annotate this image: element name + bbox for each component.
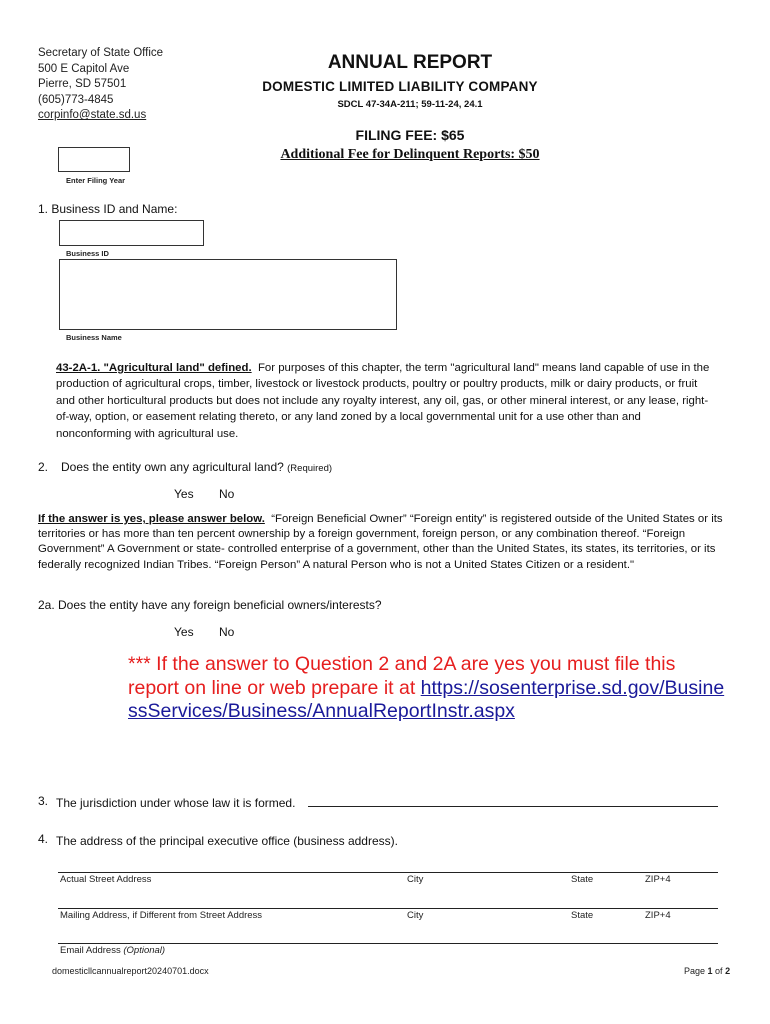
q4-number: 4. bbox=[38, 832, 49, 846]
q2-yes-option[interactable]: Yes bbox=[174, 487, 194, 501]
office-name: Secretary of State Office bbox=[38, 47, 164, 59]
online-filing-notice bbox=[128, 653, 728, 724]
q4-question: The address of the principal executive office (business address). bbox=[56, 834, 398, 848]
q2a-yes-option[interactable]: Yes bbox=[174, 625, 194, 639]
foreign-heading: If the answer is yes, please answer below. bbox=[38, 513, 265, 525]
q2-no-option[interactable]: No bbox=[219, 487, 235, 501]
city-label: City bbox=[407, 874, 424, 885]
delinquent-fee: Additional Fee for Delinquent Reports: $50 bbox=[280, 147, 540, 162]
street-address-input[interactable] bbox=[58, 872, 718, 873]
filing-year-input[interactable] bbox=[58, 147, 130, 172]
ag-land-heading: 43-2A-1. "Agricultural land" defined. bbox=[56, 362, 252, 374]
foreign-body: “Foreign Beneficial Owner” “Foreign entity” is registered outside of the United States or its territories or has more than ten percent ownership by a foreign government, foreign person, or any combination thereof. “Foreign Government” A Government or state- controlled enterprise of a government, other than the United States, its states, its territories, or its federally recognized Indian Tribes. “Foreign Person” A natural Person who is not a United States Citizen or a resident." bbox=[38, 513, 723, 571]
page-current: 1 bbox=[707, 966, 713, 976]
mailing-zip-label: ZIP+4 bbox=[645, 910, 671, 921]
zip-label: ZIP+4 bbox=[645, 874, 671, 885]
q2a-question: 2a. Does the entity have any foreign beneficial owners/interests? bbox=[38, 598, 382, 612]
ag-land-definition bbox=[56, 360, 716, 442]
notice-text: *** If the answer to Question 2 and 2A are yes you must file this report on line or web prepare it at bbox=[128, 653, 676, 699]
mailing-city-label: City bbox=[407, 910, 424, 921]
statute-reference: SDCL 47-34A-211; 59-11-24, 24.1 bbox=[337, 99, 483, 110]
mailing-state-label: State bbox=[571, 910, 594, 921]
email-address-label bbox=[60, 945, 165, 956]
filing-fee: FILING FEE: $65 bbox=[355, 127, 465, 143]
office-email-link[interactable]: corpinfo@state.sd.us bbox=[38, 109, 147, 122]
email-address-input[interactable] bbox=[58, 943, 718, 944]
office-address bbox=[38, 46, 163, 124]
email-optional: (Optional) bbox=[123, 945, 166, 956]
jurisdiction-input[interactable] bbox=[308, 806, 718, 807]
business-name-input[interactable] bbox=[59, 259, 397, 330]
mailing-address-input[interactable] bbox=[58, 908, 718, 909]
page-of: of bbox=[712, 966, 726, 976]
email-label-text: Email Address bbox=[60, 945, 121, 956]
q1-label: 1. Business ID and Name: bbox=[38, 202, 178, 216]
online-filing-link[interactable]: https://sosenterprise.sd.gov/BusinessServices/Business/AnnualReportInstr.aspx bbox=[128, 676, 725, 722]
business-id-label: Business ID bbox=[66, 249, 109, 258]
filing-year-label: Enter Filing Year bbox=[66, 176, 126, 185]
street-address-label: Actual Street Address bbox=[60, 874, 152, 885]
page-number bbox=[684, 966, 730, 976]
form-title: ANNUAL REPORT bbox=[327, 52, 493, 73]
office-phone: (605)773-4845 bbox=[38, 93, 114, 106]
office-street: 500 E Capitol Ave bbox=[38, 62, 130, 75]
office-city: Pierre, SD 57501 bbox=[38, 78, 127, 91]
q3-number: 3. bbox=[38, 794, 49, 808]
footer-filename: domesticllcannualreport20240701.docx bbox=[52, 966, 209, 976]
mailing-address-label: Mailing Address, if Different from Street Address bbox=[60, 910, 263, 921]
q2-text: Does the entity own any agricultural land? bbox=[61, 460, 284, 474]
q3-question: The jurisdiction under whose law it is formed. bbox=[56, 796, 296, 810]
state-label: State bbox=[571, 874, 594, 885]
ag-land-body: For purposes of this chapter, the term "agricultural land" means land capable of use in the production of agricultural crops, timber, livestock or livestock products, poultry or poultry products, milk or dairy products, or fruit and other horticultural products but does not include any royalty interest, any oil, gas, or other mineral interest, or any lease, right-of-way, option, or easement relating thereto, or any land zoned by a local governmental unit for a use other than and nonconforming with agricultural use. bbox=[56, 362, 710, 440]
foreign-definitions bbox=[38, 512, 728, 573]
business-name-label: Business Name bbox=[66, 333, 122, 342]
q2-question bbox=[61, 460, 332, 474]
q2a-no-option[interactable]: No bbox=[219, 625, 235, 639]
q2-number: 2. bbox=[38, 460, 49, 474]
q2-required: (Required) bbox=[287, 463, 333, 474]
form-subtitle: DOMESTIC LIMITED LIABILITY COMPANY bbox=[262, 79, 538, 94]
page-total: 2 bbox=[725, 966, 731, 976]
page-prefix: Page bbox=[684, 966, 708, 976]
business-id-input[interactable] bbox=[59, 220, 204, 246]
